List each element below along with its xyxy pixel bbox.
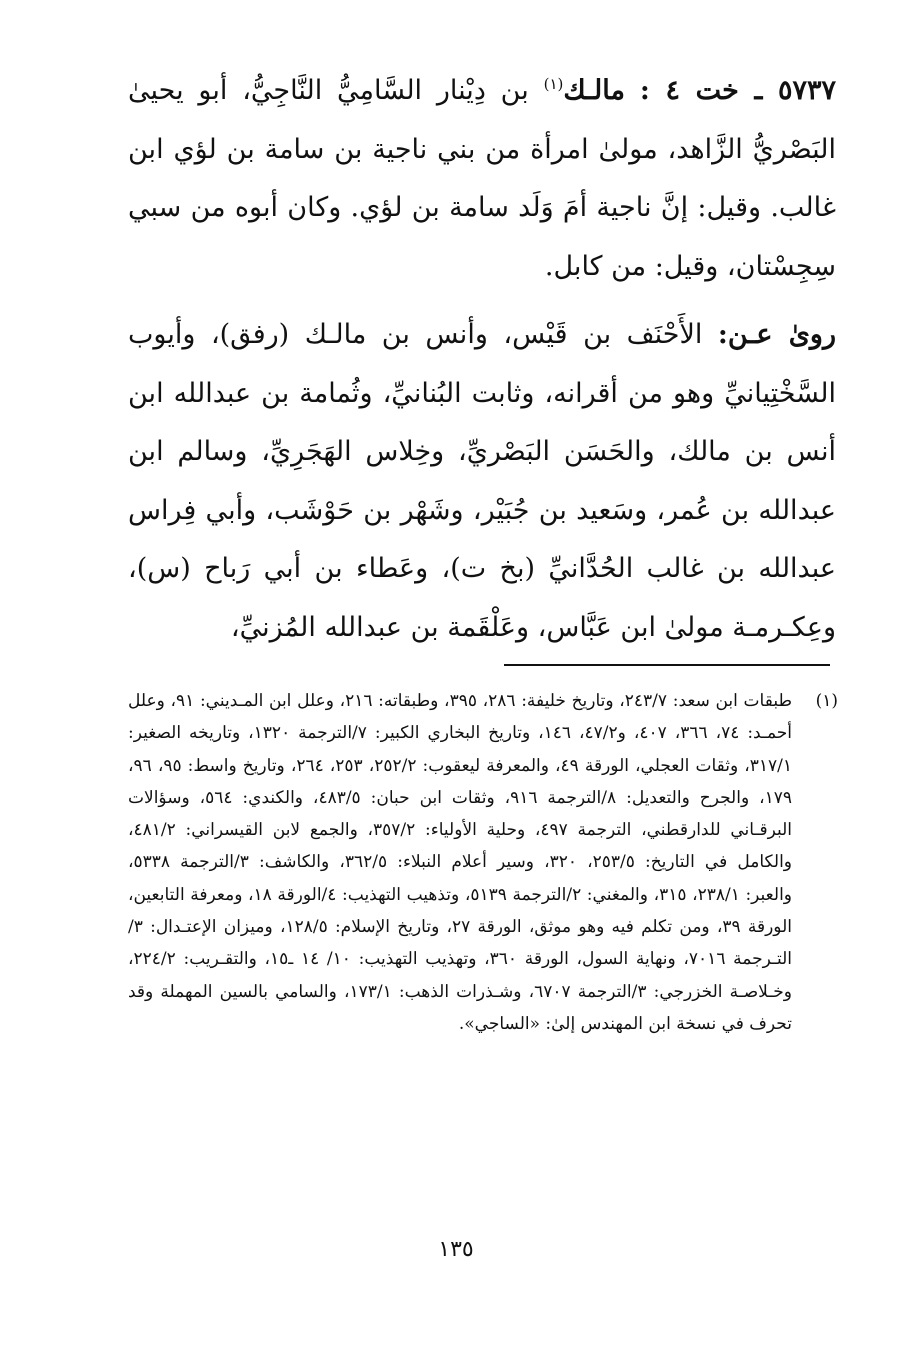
footnotes [128,685,838,1040]
footnote-number: (١) [815,691,838,711]
page-number: ١٣٥ [438,1237,474,1262]
entry-header: ٥٧٣٧ ـ خت ٤ : [639,75,837,106]
narrators-label: روىٰ عـن: [717,319,836,350]
main-text [128,62,836,657]
narrators-text: الأَحْنَف بن قَيْس، وأنس بن مالـك (رفق)، وأيوب السَّخْتِيانيِّ وهو من أقرانه، وثابت البُنانيِّ، وثُمامة بن عبدالله ابن أنس بن مالك، والحَسَن البَصْريِّ، وخِلاس الهَجَرِيِّ، وسالم ابن عبدالله بن عُمر، وسَعيد بن جُبَيْر، وشَهْر بن حَوْشَب، وأبي فِراس عبدالله بن غالب الحُدَّانيِّ (بخ ت)، وعَطاء بن أبي رَباح (س)، وعِكـرمـة مولىٰ ابن عَبَّاس، وعَلْقَمة بن عبدالله المُزنيِّ، [128,319,836,643]
footnote-divider [504,664,830,666]
footnote-marker: (١) [543,75,564,93]
biography-paragraph [128,62,836,296]
entry-text: بن دِيْنار السَّامِيُّ النَّاجِيُّ، أبو يحيىٰ البَصْريُّ الزَّاهد، مولىٰ امرأة من بني ناجية بن سامة بن لؤي ابن غالب. وقيل: إنَّ ناجية أمَ وَلَد سامة بن لؤي. وكان أبوه من سبي سِجِسْتان، وقيل: من كابل. [128,75,836,282]
narrators-paragraph [128,306,836,657]
footnote-text: طبقات ابن سعد: ٢٤٣/٧، وتاريخ خليفة: ٢٨٦، ٣٩٥، وطبقاته: ٢١٦، وعلل ابن المـديني: ٩١، وعلل أحمـد: ٧٤، ٣٦٦، ٤٠٧، و٤٧/٢، ١٤٦، وتاريخ البخاري الكبير: ٧/الترجمة ١٣٢٠، وتاريخه الصغير: ٣١٧/١، وثقات العجلي، الورقة ٤٩، والمعرفة ليعقوب: ٢٥٢/٢، ٢٥٣، ٢٦٤، وتاريخ واسط: ٩٥، ٩٦، ١٧٩، والجرح والتعديل: ٨/الترجمة ٩١٦، وثقات ابن حبان: ٤٨٣/٥، والكندي: ٥٦٤، وسؤالات البرقـاني للدارقطني، الترجمة ٤٩٧، وحلية الأولياء: ٣٥٧/٢، والجمع لابن القيسراني: ٤٨١/٢، والكامل في التاريخ: ٢٥٣/٥، ٣٢٠، وسير أعلام النبلاء: ٣٦٢/٥، والكاشف: ٣/الترجمة ٥٣٣٨، والعبر: ٢٣٨/١، ٣١٥، والمغني: ٢/الترجمة ٥١٣٩، وتذهيب التهذيب: ٤/الورقة ١٨، ومعرفة التابعين، الورقة ٣٩، ومن تكلم فيه وهو موثق، الورقة ٢٧، وتاريخ الإسلام: ١٢٨/٥، وميزان الإعتـدال: ٣/التـرجمة ٧٠١٦، ونهاية السول، الورقة ٣٦٠، وتهذيب التهذيب: ١٠/ ١٤ ـ١٥، والتقـريب: ٢٢٤/٢، وخـلاصـة الخزرجي: ٣/الترجمة ٦٧٠٧، وشـذرات الذهب: ١٧٣/١، والسامي بالسين المهملة وقد تحرف في نسخة ابن المهندس إلىٰ: «الساجي». [128,691,793,1034]
entry-name: مالـك [563,75,625,106]
